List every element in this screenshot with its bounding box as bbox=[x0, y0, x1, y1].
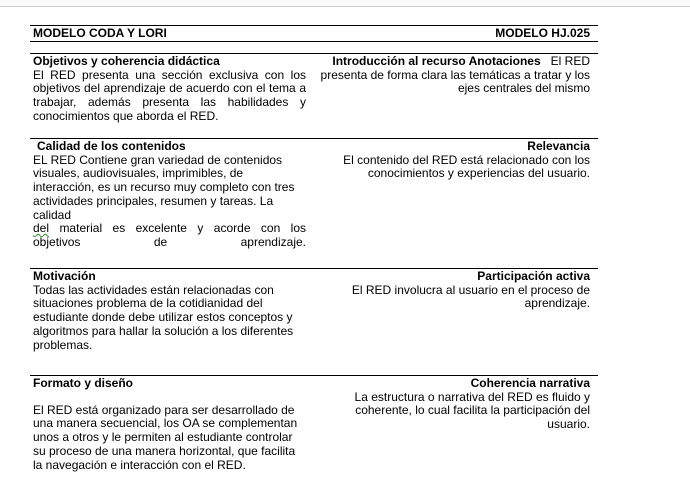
row-3-left-text: Todas las actividades están relacionadas con situaciones problema de la cotidianidad del estudiante donde debe utilizar estos conceptos y algoritmos para hallar la solución a los diferentes problemas. bbox=[33, 282, 294, 352]
row-3-right-title: Participación activa bbox=[477, 269, 590, 283]
header-bottom-border bbox=[30, 41, 598, 42]
row-3-left-title: Motivación bbox=[33, 269, 96, 283]
row-2-left-text-b-line bbox=[33, 222, 306, 249]
row-2-left-text-a: EL RED Contiene gran variedad de contenidos visuales, audiovisuales, imprimibles, de interacción, es un recurso muy completo con tres actividades principales, resumen y tareas. La calidad bbox=[33, 152, 295, 222]
row-4-left-cell bbox=[33, 377, 306, 472]
row-3-right-cell bbox=[318, 270, 590, 311]
row-3-left-cell bbox=[33, 270, 306, 352]
row-3-right-text: El RED involucra al usuario en el proceso de aprendizaje. bbox=[351, 282, 590, 311]
header-left: MODELO CODA Y LORI bbox=[33, 26, 167, 40]
row-1-right-text-inline: El RED bbox=[550, 54, 590, 68]
row-1-right-title: Introducción al recurso Anotaciones bbox=[332, 54, 541, 68]
row-2-right-text: El contenido del RED está relacionado con los conocimientos y experiencias del usuario. bbox=[343, 152, 590, 181]
ruler-strip bbox=[0, 0, 690, 7]
row-2-left-cell bbox=[33, 140, 306, 250]
row-2-left-title: Calidad de los contenidos bbox=[37, 139, 186, 153]
row-4-left-title: Formato y diseño bbox=[33, 376, 134, 390]
row-4-right-text: La estructura o narrativa del RED es fluido y coherente, lo cual facilita la participación del usuario. bbox=[354, 389, 590, 432]
row-2-left-text-b: material es excelente y acorde con los objetivos de aprendizaje. bbox=[33, 221, 306, 249]
row-4-left-text: El RED está organizado para ser desarrollado de una manera secuencial, los OA se complementan unos a otros y le permiten al estudiante controlar su proceso de una manera horizontal, que facilita la navegación e interacción con el RED. bbox=[33, 402, 298, 472]
row-2-left-text-b-word: del bbox=[33, 221, 50, 236]
row-1-left-text: El RED presenta una sección exclusiva con los objetivos del aprendizaje de acuerdo con el tema a trabajar, además presenta las habilidades y conocimientos que aborda el RED. bbox=[33, 67, 306, 123]
row-1-right-cell bbox=[318, 55, 590, 96]
row-4-left-spacer bbox=[33, 391, 306, 404]
row-4-right-cell bbox=[318, 377, 590, 432]
row-2-right-title: Relevancia bbox=[527, 139, 590, 153]
row-1-left-cell bbox=[33, 55, 306, 124]
row-1-left-title: Objetivos y coherencia didáctica bbox=[33, 54, 220, 68]
header-right: MODELO HJ.025 bbox=[495, 26, 590, 40]
row-4-right-title: Coherencia narrativa bbox=[470, 376, 590, 390]
row-1-right-text: presenta de forma clara las temáticas a tratar y los ejes centrales del mismo bbox=[320, 67, 590, 96]
row-2-right-cell bbox=[318, 140, 590, 181]
